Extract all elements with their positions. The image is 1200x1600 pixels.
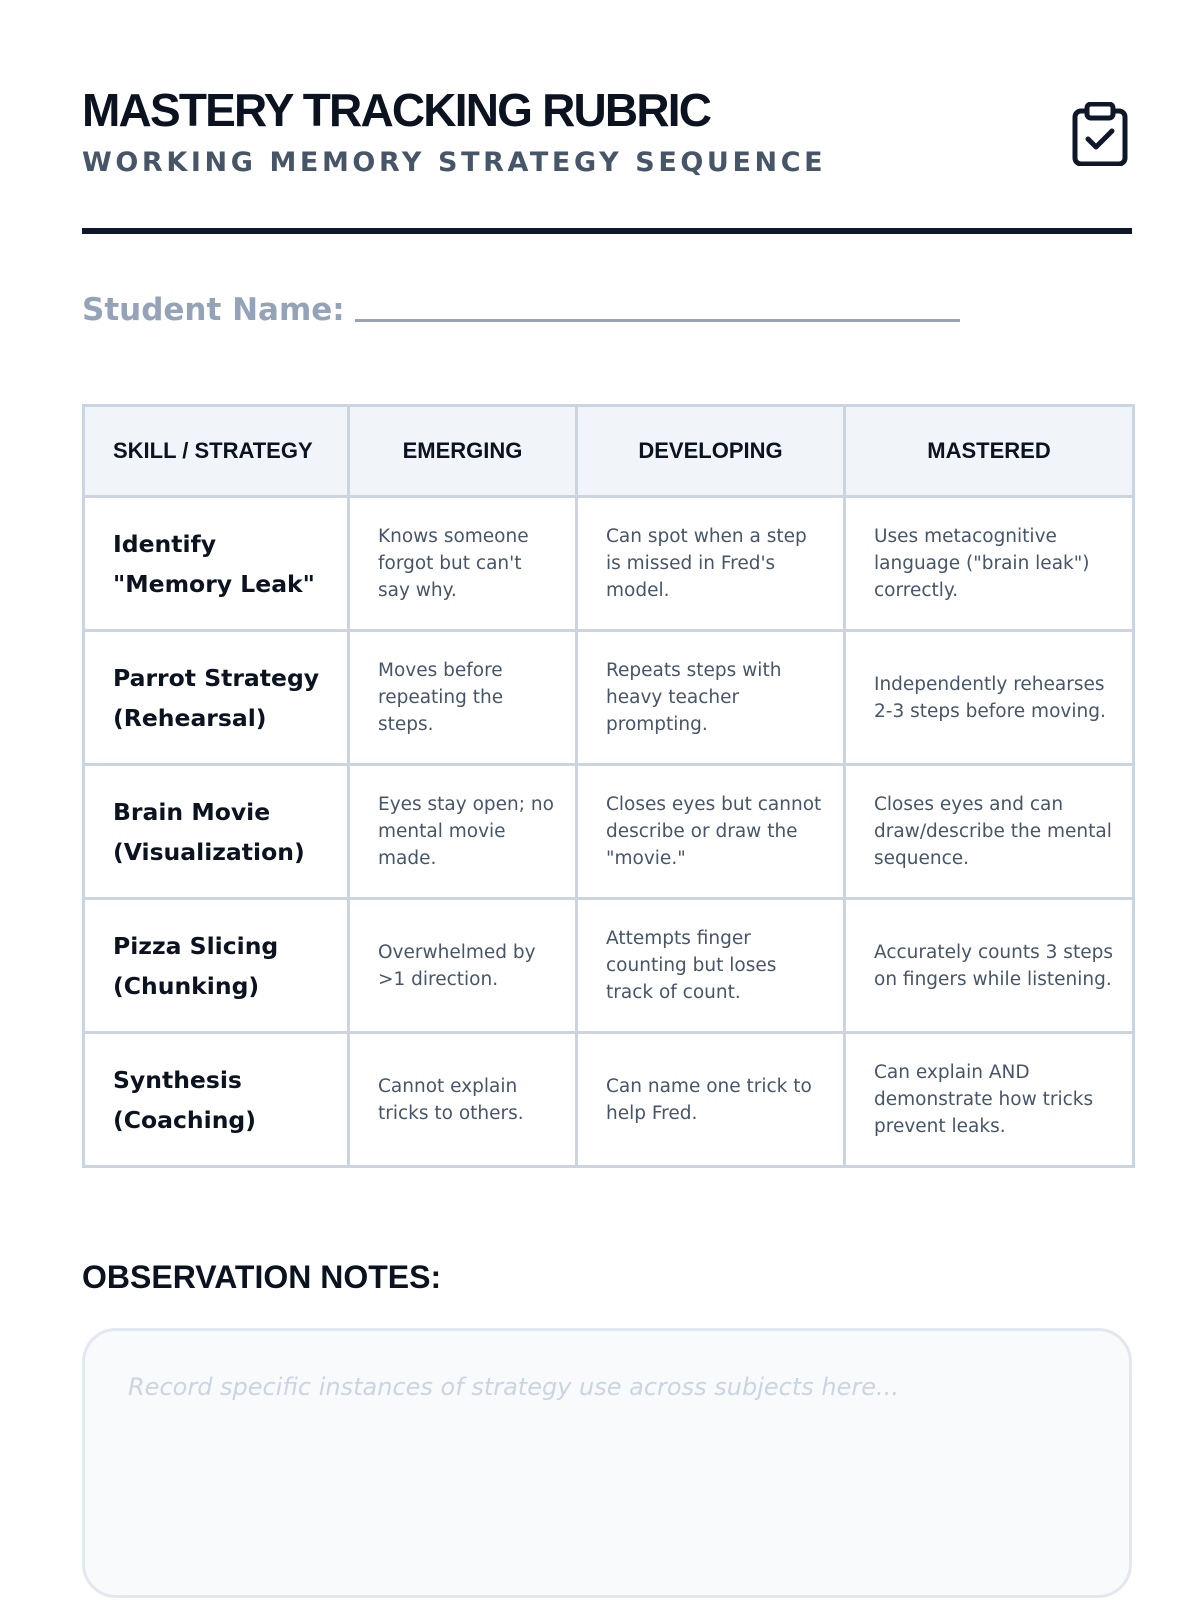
table-row bbox=[84, 497, 1134, 631]
skill-cell: Identify "Memory Leak" bbox=[84, 497, 349, 631]
mastered-cell: Can explain AND demonstrate how tricks prevent leaks. bbox=[845, 1033, 1134, 1167]
emerging-cell: Overwhelmed by >1 direction. bbox=[349, 899, 577, 1033]
table-row bbox=[84, 1033, 1134, 1167]
skill-cell: Parrot Strategy (Rehearsal) bbox=[84, 631, 349, 765]
observation-notes-heading: OBSERVATION NOTES: bbox=[82, 1259, 442, 1295]
table-row bbox=[84, 765, 1134, 899]
developing-cell: Can spot when a step is missed in Fred's model. bbox=[577, 497, 845, 631]
column-header-skill: SKILL / STRATEGY bbox=[84, 406, 349, 497]
emerging-cell: Moves before repeating the steps. bbox=[349, 631, 577, 765]
page-subtitle: WORKING MEMORY STRATEGY SEQUENCE bbox=[82, 147, 827, 178]
mastered-cell: Closes eyes and can draw/describe the mental sequence. bbox=[845, 765, 1134, 899]
table-row bbox=[84, 631, 1134, 765]
table-header-row bbox=[84, 406, 1134, 497]
skill-cell: Brain Movie (Visualization) bbox=[84, 765, 349, 899]
rubric-table bbox=[82, 404, 1135, 1168]
skill-cell: Pizza Slicing (Chunking) bbox=[84, 899, 349, 1033]
mastered-cell: Accurately counts 3 steps on fingers while listening. bbox=[845, 899, 1134, 1033]
developing-cell: Attempts finger counting but loses track of count. bbox=[577, 899, 845, 1033]
developing-cell: Repeats steps with heavy teacher prompting. bbox=[577, 631, 845, 765]
observation-notes-placeholder: Record specific instances of strategy use across subjects here... bbox=[128, 1373, 899, 1401]
skill-cell: Synthesis (Coaching) bbox=[84, 1033, 349, 1167]
student-name-blank[interactable] bbox=[355, 293, 960, 322]
student-name-field[interactable] bbox=[82, 290, 960, 330]
student-name-label: Student Name: bbox=[82, 292, 345, 328]
emerging-cell: Eyes stay open; no mental movie made. bbox=[349, 765, 577, 899]
mastered-cell: Uses metacognitive language ("brain leak") correctly. bbox=[845, 497, 1134, 631]
column-header-emerging: EMERGING bbox=[349, 406, 577, 497]
page-title: MASTERY TRACKING RUBRIC bbox=[82, 84, 711, 136]
emerging-cell: Cannot explain tricks to others. bbox=[349, 1033, 577, 1167]
header-divider bbox=[82, 228, 1132, 234]
emerging-cell: Knows someone forgot but can't say why. bbox=[349, 497, 577, 631]
column-header-mastered: MASTERED bbox=[845, 406, 1134, 497]
developing-cell: Closes eyes but cannot describe or draw the "movie." bbox=[577, 765, 845, 899]
mastered-cell: Independently rehearses 2-3 steps before moving. bbox=[845, 631, 1134, 765]
column-header-developing: DEVELOPING bbox=[577, 406, 845, 497]
observation-notes-textarea[interactable] bbox=[82, 1328, 1132, 1598]
page-header bbox=[82, 82, 1132, 182]
developing-cell: Can name one trick to help Fred. bbox=[577, 1033, 845, 1167]
table-row bbox=[84, 899, 1134, 1033]
clipboard-check-icon bbox=[1070, 102, 1130, 166]
